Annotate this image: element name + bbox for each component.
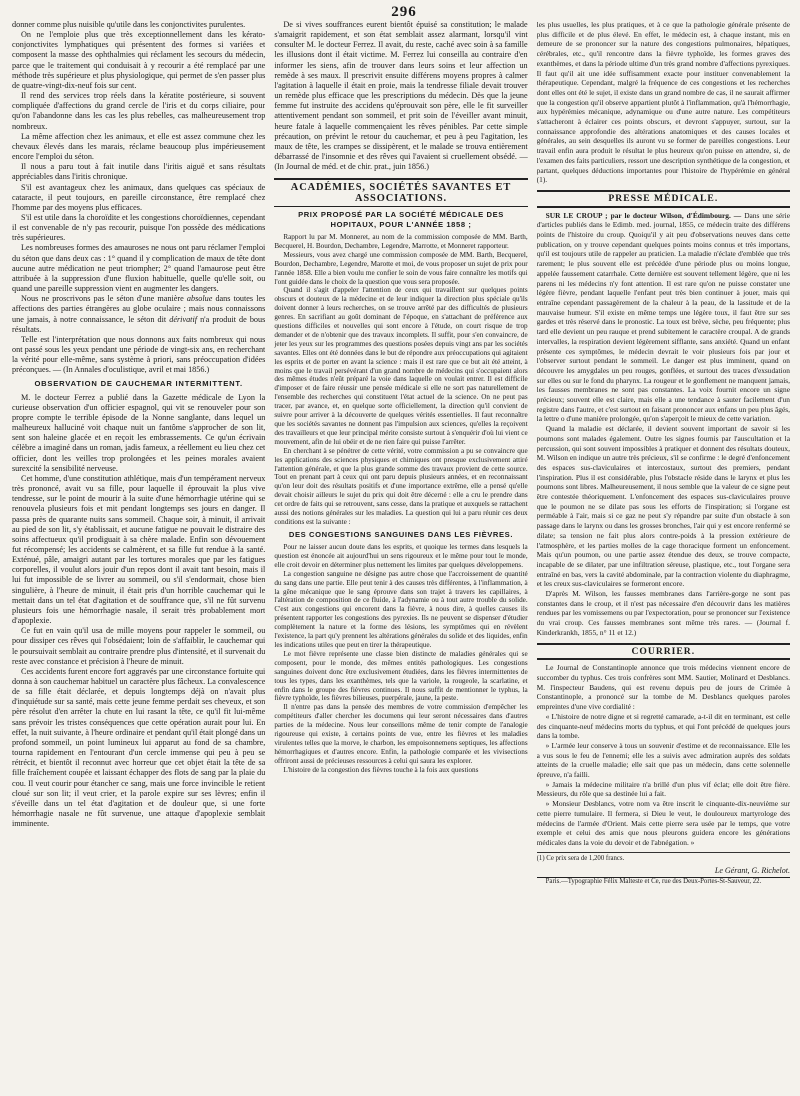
- publisher-signature: Le Gérant, G. Richelot.: [537, 866, 790, 879]
- paragraph: [12, 294, 265, 335]
- paragraph: » Jamais la médecine militaire n'a brillé d'un plus vif éclat; elle doit être fière. Messieurs, du rôle que sa destinée lui a fait.: [536, 779, 790, 799]
- text-run: Nous ne proscrivons pas le séton d'une manière: [21, 294, 187, 304]
- text-run: Dans une série d'articles publiés dans le Edimb. med. journal, 1855, ce médecin traite des différens points de l'histoire du croup. Quoiqu'il y ait peu d'observations neuves dans cette publication, on y trouve cependant quelques points moins connus et très importans, qu'il est toujours utile de rappeler au praticien. La maladie n'éclate d'emblée que très rarement; le plus souvent elle est précédée d'une période plus ou moins longue, appelée faussement catarrhale. Cette dernière est souvent tellement légère, que ni les parens ni les médecins n'y font attention. Il est rare qu'on ne puisse constater une légère fièvre, pendant laquelle l'enfant peut très bien continuer à jouer, mais qui entraîne cependant passagèrement de la chaleur à la peau, de la lassitude et de la mauvaise humeur. S'il existe en même temps une légère toux, il faut être sur ses gardes et très réservé dans le pronostic. La toux est brève, sèche, peu fréquente; plus tard elle devient un peu rauque et prend subitement le caractère croupal. A de grands intervalles, la respiration devient légèrement sifflante, sans anxiété. Quand un enfant présente ces symptômes, le médecin devrait le voir plusieurs fois par jour et l'observer surtout pendant le sommeil. Le danger est plus imminent, quand on découvre les amygdales un peu rouges, gonflées, et surtout des traces d'exsudation sur elles ou sur le fond du pharynx. La rougeur et le gonflement ne manquent jamais, les fausses membranes ne sont pas constantes. La voix fournit encore un signe précieux; souvent elle est claire, mais elle a une tendance à sauter facilement d'un registre dans l'autre, et c'est surtout en faisant prononcer aux enfans un peu plus âgés, la lettre o d'une manière prolongée, qu'on s'aperçoit le mieux de cette variation.: [536, 210, 790, 424]
- column-middle: [274, 20, 527, 1088]
- paragraph: Quand la maladie est déclarée, il devient souvent important de savoir si les poumons sont malades également. Outre les signes fournis par l'auscultation et la percussion, qui sont souvent impossibles à pratiquer et donnent des résultats douteux, M. Wilson en indique un autre très précieux, s'il se confirme : le degré d'enfoncement des espaces sus-claviculaires et intercostaux, surtout des premiers, pendant l'inspiration. Plus il est considérable, plus l'obstacle réside dans le larynx et plus les poumons sont libres. Malheureusement, il nous semble que la valeur de ce signe peut être contestée théoriquement. L'enfoncement des espaces sus-claviculaires prouve que le poumon ne se dilate pas sous les efforts de l'inspiration; si l'organe est perméable à l'air, mais si ce gaz ne peut s'y répandre par suite d'un obstacle à son passage dans le larynx ou dans les grosses bronches, l'air qui y est encore renfermé se dilate; sa tension ne fait plus alors contre-poids à la pression extérieure de l'atmosphère, et les parties molles de la cage thoracique forment un enfoncement. Mais qu'un poumon, ou une partie assez étendue des deux, se trouve compacte, incapable de se dilater, par une infiltration séreuse, plastique, etc., tout l'organe sera entraîné en bas, vers la cavité abdominale, par la contraction violente du diaphragme, et les creux sus-claviculaires se formeront encore.: [536, 424, 790, 589]
- printer-imprint: Paris.—Typographie Félix Malteste et Ce, rue des Deux-Portes-St-Sauveur, 22.: [545, 878, 762, 886]
- paragraph: S'il est utile dans la choroïdite et les congestions choroïdiennes, cependant il est convenable de n'y pas recourir, puisque l'on possède des médications très supérieures.: [12, 212, 266, 243]
- paragraph: On ne l'emploie plus que très exceptionnellement dans les kérato-conjonctivites lymphatiques qui présentent des formes si variées et composent la masse des ophthalmies qui réclament les secours du médecin, parce que le traitement qui conduisait à y recourir a été remplacé par une méthode très supérieure et plus physiologique, qui permet de s'en passer plus de quatre-vingt-dix-neuf fois sur cent.: [12, 30, 266, 90]
- page-number: 296: [391, 4, 417, 20]
- paragraph: » L'armée leur conserve à tous un souvenir d'estime et de reconnaissance. Elle les a vus sous le feu de l'ennemi; elle les a suivis avec admiration auprès des soldats atteints de la cruelle maladie; elle sait que pas un médecin, dans cette solennelle épreuve, n'a failli.: [536, 740, 790, 780]
- text-run: dans toutes les affections des parties étrangères au globe oculaire ; mais nous connaissons une jamais, à notre connaissance, le séton dit: [12, 294, 266, 324]
- paragraph: Quand il s'agit d'appeler l'attention de ceux qui travaillent sur quelques points obscurs et douteux de la médecine et de leur indiquer la direction plus spéciale qu'ils doivent donner à leurs recherches, on se trouve arrêté par des difficultés de plusieurs genres. En sacrifiant au goût dominant de l'époque, en s'attachant de préférence aux questions difficiles et nouvelles qui sont encore à l'étude, on court risque de trop demander et de n'obtenir que des travaux incomplets. Il suffit, pour s'en convaincre, de jeter les yeux sur les programmes des questions posées depuis vingt ans par les sociétés savantes. Elles ont été données dans le but de répondre aux préoccupations qui agitaient les esprits et de porter en avant la science : mais il est rare que ce but ait été atteint, à moins que le travail persévérant d'un grand nombre de médecins qui s'occupaient alors des mêmes études n'eût préparé la voie dans laquelle on voulait entrer. Il est difficile d'imposer et de faire réussir une pensée médicale si elle ne sort pas naturellement de l'ensemble des recherches qui constituent l'état actuel de la science. On ne peut pas tracer, par avance, et, en quelque sorte officiellement, la direction qu'il convient de suivre pour arriver à la découverte de quelques vérités essentielles. Il faut reconnaître que les sociétés savantes ne donnent pas l'impulsion aux sciences, qu'elles la reçoivent des travailleurs et que leur principal mérite consiste surtout à s'enquérir d'où lui vient ce mouvement, afin de lui obéir et de ne rien faire qui puisse l'arrêter.: [274, 286, 528, 446]
- text-columns: [12, 20, 790, 1088]
- paragraph: Cet homme, d'une constitution athlétique, mais d'un tempérament nerveux très prononcé, avait vu sa fille, pour laquelle il éprouvait la plus vive tendresse, sur le point de mourir à la suite d'une hémorrhagie utérine qui se renouvela plusieurs fois et mit pendant longtemps ses jours en danger. Il passa près de quarante nuits sans sommeil. Chaque soir, à minuit, il arrivait au pied de son lit, s'y établissait, et aucune fatigue ne pouvait le distraire des soins affectueux qu'il prodiguait à sa chère malade. Enfin son dévouement fut récompensé; les accidents se calmèrent, et sa fille fut rendue à la santé. Exténué, pâle, amaigri autant par les tortures morales que par les fatigues corporelles, il voulut alors jouir d'un repos dont il avait tant besoin, mais il lui fut impossible de se livrer au sommeil, ou s'il s'endormait, chose bien singulière, à l'heure de minuit, il était pris d'un horrible cauchemar qui le mettait dans un tel état d'agitation et de souffrance que, s'il ne fût survenu plusieurs fois une hémorrhagie nasale, il serait très probablement mort d'apoplexie.: [12, 473, 266, 626]
- paragraph: La même affection chez les animaux, et elle est assez commune chez les chevaux élevés dans les marais, réclame beaucoup plus impérieusement encore l'emploi du séton.: [12, 131, 266, 162]
- paragraph: Les nombreuses formes des amauroses ne nous ont paru réclamer l'emploi du séton que dans deux cas : 1° quand il y complication de maux de tête dont aucune autre médication ne peut triompher; 2° quand l'amaurose peut être attribuée à la suppression d'une fluxion habituelle, quelle qu'elle soit, ou quand une pareille suppression vient en augmenter les dangers.: [12, 243, 266, 294]
- question-heading: DES CONGESTIONS SANGUINES DANS LES FIÈVRES.: [288, 529, 514, 539]
- column-left: [12, 20, 265, 1088]
- paragraph: La congestion sanguine ne désigne pas autre chose que l'accroissement de quantité du sang dans une partie. Elle peut tenir à des causes très différentes, à l'inflammation, à la gêne mécanique que le sang éprouve dans son trajet à travers les capillaires, à l'altération de composition de ce fluide, à l'adynamie ou à tout autre trouble du solide. C'est aux congestions qui encorent dans la fièvre, à nous dire, à quelles causes ils présentent rapporter les congestions des pyrexies. Ils ne peuvent se dispenser d'étudier complètement la nature et la forme des lésions, les symptômes qui en révèlent l'existence, la part qu'y prennent les altérations générales du solide et des liquides, enfin les indications utiles que peut en tirer la thérapeutique.: [274, 569, 528, 649]
- paragraph: L'histoire de la congestion des fièvres touche à la fois aux questions: [283, 765, 479, 774]
- text-run: n'a produit de bous résultats.: [12, 314, 266, 334]
- emphasis: absolue: [186, 294, 213, 304]
- paragraph: Le Journal de Constantinople annonce que trois médecins viennent encore de succomber du typhus. Ces trois confrères sont MM. Sautier, Molinard et Desblancs. M. l'inspecteur Baudens, qui est revenu depuis peu de jours de Crimée à Constantinople, a prononcé sur la tombe de M. Desblancs quelques paroles empreintes d'une vive cordialité :: [536, 663, 790, 712]
- section-heading: OBSERVATION DE CAUCHEMAR INTERMITTENT.: [34, 379, 243, 389]
- paragraph: Messieurs, vous avez chargé une commission composée de MM. Barth, Becquerel, Bourdon, Dechambre, Legendre, Marotte et moi, de vous proposer un sujet de prix pour l'année 1858. Elle a bien voulu me confier le soin de vous faire connaître les motifs qui l'ont guidée dans le choix de la question que vous sera proposée.: [274, 250, 528, 286]
- prize-heading: PRIX PROPOSÉ PAR LA SOCIÉTÉ MÉDICALE DES HOPITAUX, POUR L'ANNÉE 1858 ;: [298, 209, 504, 229]
- footnote: (1) Ce prix sera de 1,200 francs.: [537, 852, 790, 863]
- article-lead: SUR LE CROUP ; par le docteur Wilson, d'Édimbourg. —: [545, 210, 745, 220]
- paragraph: » Monsieur Desblancs, votre nom va être inscrit le cinquante-dix-neuvième sur cette pierre tumulaire. Il fermera, si Dieu le veut, le douloureux martyrologe des médecins de l'armée d'Orient. Mais cette pierre sera usée par le temps, que votre exemple et celui des amis que nous pleurons guidera encore les générations médicales dans la voie du devoir et de l'abnégation. »: [536, 799, 790, 847]
- paragraph: [537, 211, 790, 424]
- paragraph: Telle est l'interprétation que nous donnons aux faits nombreux qui nous ont passé sous les yeux pendant une période de vingt-six ans, en recherchant la vérité pour elle-même, sans système à priori, sans préoccupation d'idées préconçues. — (In Annales d'oculistique, avril et mai 1856.): [12, 334, 266, 375]
- paragraph: donner comme plus nuisible qu'utile dans les conjonctivites purulentes.: [12, 20, 246, 29]
- paragraph: M. le docteur Ferrez a publié dans la Gazette médicale de Lyon la curieuse observation d'un officier espagnol, qui vit se renouveler pour son propre compte le terrible épisode de la Nonne sanglante, dans lequel un malheureux halluciné voit chaque nuit un fantôme s'approcher de son lit, sent son haleine glacée et en reçoit les embrassements. Ce qu'un écrivain célèbre a imaginé dans un roman, jadis fameux, a réellement eu lieu chez cet officier, dont les veilles trop prolongées et les peines morales avaient surexcité la sensibilité nerveuse.: [12, 392, 266, 473]
- paragraph: Il nous a paru tout à fait inutile dans l'iritis aiguë et sans résultats appréciables dans l'iritis chronique.: [12, 162, 266, 182]
- report-subtitle: Rapport lu par M. Monneret, au nom de la commission composée de MM. Barth, Becquerel, H. Bourdon, Dechambre, Legendre, Marrotte, et Monneret rapporteur.: [274, 232, 528, 250]
- paragraph: Il n'entre pas dans la pensée des membres de votre commission d'empêcher les compétiteurs d'aller chercher les documens qui leur seront nécessaires dans d'autres parties de la médecine. Nous leur conseillons même de tenir compte de l'analogie rigoureuse qui existe, à certains points de vue, entre les fièvres et les maladies virulentes telles que la morve, le charbon, les empoisonnemens septiques, les affections hémorrhagiques et d'autres encore. Enfin, la pathologie comparée et les vivisections offriront aussi de précieuses ressources à celui qui saura les explorer.: [274, 703, 528, 765]
- emphasis: dérivatif: [169, 314, 198, 324]
- paragraph: D'après M. Wilson, les fausses membranes dans l'arrière-gorge ne sont pas constantes dans le croup, et il n'est pas nécessaire d'en découvrir dans les matières rendues par les vomissemens ou par l'expectoration, pour se prononcer sur l'existence du vrai croup. Ces fausses membranes sont même très rares. — (Journal f. Kinderkrankh, 1855, n° 11 et 12.): [536, 589, 790, 637]
- paragraph: Pour ne laisser aucun doute dans les esprits, et quoique les termes dans lesquels la question est énoncée ait aujourd'hui un sens rigoureux et le même pour tout le monde, elle croit devoir en déterminer plus nettement les limites par quelques développemens.: [274, 543, 528, 569]
- paragraph: les plus usuelles, les plus pratiques, et à ce que la pathologie générale présente de plus difficile et de plus élevé. En effet, le médecin est, à chaque instant, mis en demeure de se prononcer sur la nature des congestions pulmonaires, hépatiques, cérébrales, etc., qu'il rencontre dans la fièvre typhoïde, les formes graves des exanthèmes, et dans la période ultime d'un très grand nombre d'affections pyrexiques. Il faut qu'il ait une idée suffisamment exacte pour instituer convenablement la thérapeutique. Cependant, malgré la fréquence de ces congestions et les recherches dont elles ont été le sujet, il existe dans un grand nombre de cas, il ne saurait affirmer que la congestion qu'il observe appartient plutôt à l'inflammation, qu'à l'hémorrhagie, aux hypérémies mécanique, adynamique ou d'une autre nature. Les compétiteurs s'attacheront à éclairer ces points obscurs, et devront s'appuyer, surtout, sur la connaissance approfondie des altérations anatomiques et des causes locales et générales, au sein desquelles ils auront vu se former de pareilles congestions. Leur travail enfin aura produit le résultat le plus heureux qu'on puisse en attendre, si, de l'examen des faits particuliers, ressort une description synthétique de la congestion, et partant, quelques déductions importantes pour l'histoire de l'hypérémie en général (1).: [536, 20, 790, 185]
- paragraph: « L'histoire de notre digne et si regretté camarade, a-t-il dit en terminant, est celle des cinquante-neuf médecins morts du typhus, et qui l'ont précédé de quelques jours dans la tombe.: [536, 711, 790, 741]
- section-title-courrier: COURRIER.: [537, 643, 790, 661]
- section-title-presse: PRESSE MÉDICALE.: [537, 190, 790, 208]
- paragraph: Ces accidents furent encore fort aggravés par une circonstance fortuite qui donna à son cauchemar habituel un caractère plus fâcheux. La convalescence de sa fille était déclarée, et depuis longtemps déjà on n'avait plus d'inquiétude sur sa santé, mais cette jeune femme perdait ses cheveux, et son père résolut d'en arrêter la chute en lui rasant la tête, ce qu'il fit lui-même sans prévoir les tristes conséquences que cette opération aurait pour lui. En effet, la nuit suivante, à l'heure ordinaire et pendant qu'il était plongé dans un profond sommeil, un point lumineux lui apparut au fond de sa chambre, tourna rapidement en l'entourant d'un cercle immense qui peu à peu se rétrécit, et bientôt il reconnut avec horreur que cet objet était la tête de sa fille fraîchement coupée et laissant échapper des flots de sang par la plaie du cou. Il veut courir pour étancher ce sang, mais une force invincible le retient cloué sur son lit; il veut crier, et la parole expire sur ses lèvres; enfin il s'éveille dans un tel état d'agitation et de douleur que, si une forte hémorrhagie nasale ne fût survenue, une attaque d'apoplexie semblait imminente.: [12, 666, 266, 829]
- section-title-academies: ACADÉMIES, SOCIÉTÉS SAVANTES ET ASSOCIATIONS.: [274, 178, 527, 206]
- paragraph: S'il est avantageux chez les animaux, dans quelques cas spéciaux de cataracte, il peut toujours, en pareille circonstance, être remplacé chez l'homme par des moyens plus efficaces.: [12, 182, 266, 212]
- paragraph: Le mot fièvre représente une classe bien distincte de maladies générales qui se composent, pour le monde, des mêmes entités pathologiques. Les congestions sanguines doivent donc être exclusivement étudiées, dans les fièvres intermittentes de tous les types, dans les exanthèmes, tels que la variole, la rougeole, la scarlatine, et enfin dans le groupe des fièvres continues. Il nous suffit de mentionner le typhus, la fièvre typhoïde, les fièvres bilieuses, puerpérale, jaune, la peste.: [274, 649, 528, 703]
- paragraph: De si vives souffrances eurent bientôt épuisé sa constitution; le malade s'amaigrit rapidement, et son état semblait assez alarmant, lorsqu'il vint consulter M. le docteur Ferrez. Il avait, du reste, caché avec soin à sa famille les illusions dont il était victime. M. Ferrez lui conseilla au contraire d'en informer les siens, afin de trouver dans leurs soins et leur affection un remède à ses maux. Il prescrivit ensuite différens moyens propres à calmer l'agitation à laquelle il était en proie, mais la tendresse filiale devait trouver un remède plus efficace que les prescriptions du médecin. Dès que la jeune femme fut instruite des accidens qu'éprouvait son père, elle le fit surveiller attentivement pendant son sommeil, et prit soin de l'éveiller avant minuit, heure fatale à laquelle commençaient les rêves pénibles. Par cette simple précaution, on prévint le retour du cauchemar, et peu à peu l'agitation, les maux de tête, les crampes se dissipèrent, et le malade se trouva entièrement débarrassé de l'insomnie et des rêves qui l'avaient si cruellement obsédé. — (In Journal de méd. et de chir. prat., juin 1856.): [274, 20, 528, 172]
- paragraph: Ce fut en vain qu'il usa de mille moyens pour rappeler le sommeil, ou pour dissiper ces rêves qui l'obsédaient; loin de s'affaiblir, le cauchemar qui le poursuivait semblait au contraire prendre plus d'intensité, et il survenait du reste avec constance et précision à l'heure de minuit.: [12, 626, 266, 666]
- paragraph: En cherchant à se pénétrer de cette vérité, votre commission a pu se convaincre que les applications des sciences physiques et chimiques ont presque exclusivement attiré l'attention générale, et que la plus grande somme des travaux provient de cette source. Tout en prenant part à ceux qui ont paru depuis plusieurs années, et en reconnaissant qu'on leur doit des résultats positifs et d'une importance extrême, elle a pensé qu'elle devait choisir ailleurs le sujet du prix qui doit être décerné : elle a cru le prendre dans cet ordre de faits qui se retrouvent, sans cesse, dans la pratique et auxquels se rattachent aussi des notions générales sur les maladies. La question qui lui a paru réunir ces deux conditions est la suivante :: [274, 446, 528, 526]
- column-right: [537, 20, 790, 1088]
- paragraph: Il rend des services trop réels dans la kératite postérieure, si souvent compliquée d'affections du grand cercle de l'iris et du corps ciliaire, pour qu'on l'abandonne dans les cas les plus rebelles, cas malheureusement trop nombreux.: [12, 91, 266, 131]
